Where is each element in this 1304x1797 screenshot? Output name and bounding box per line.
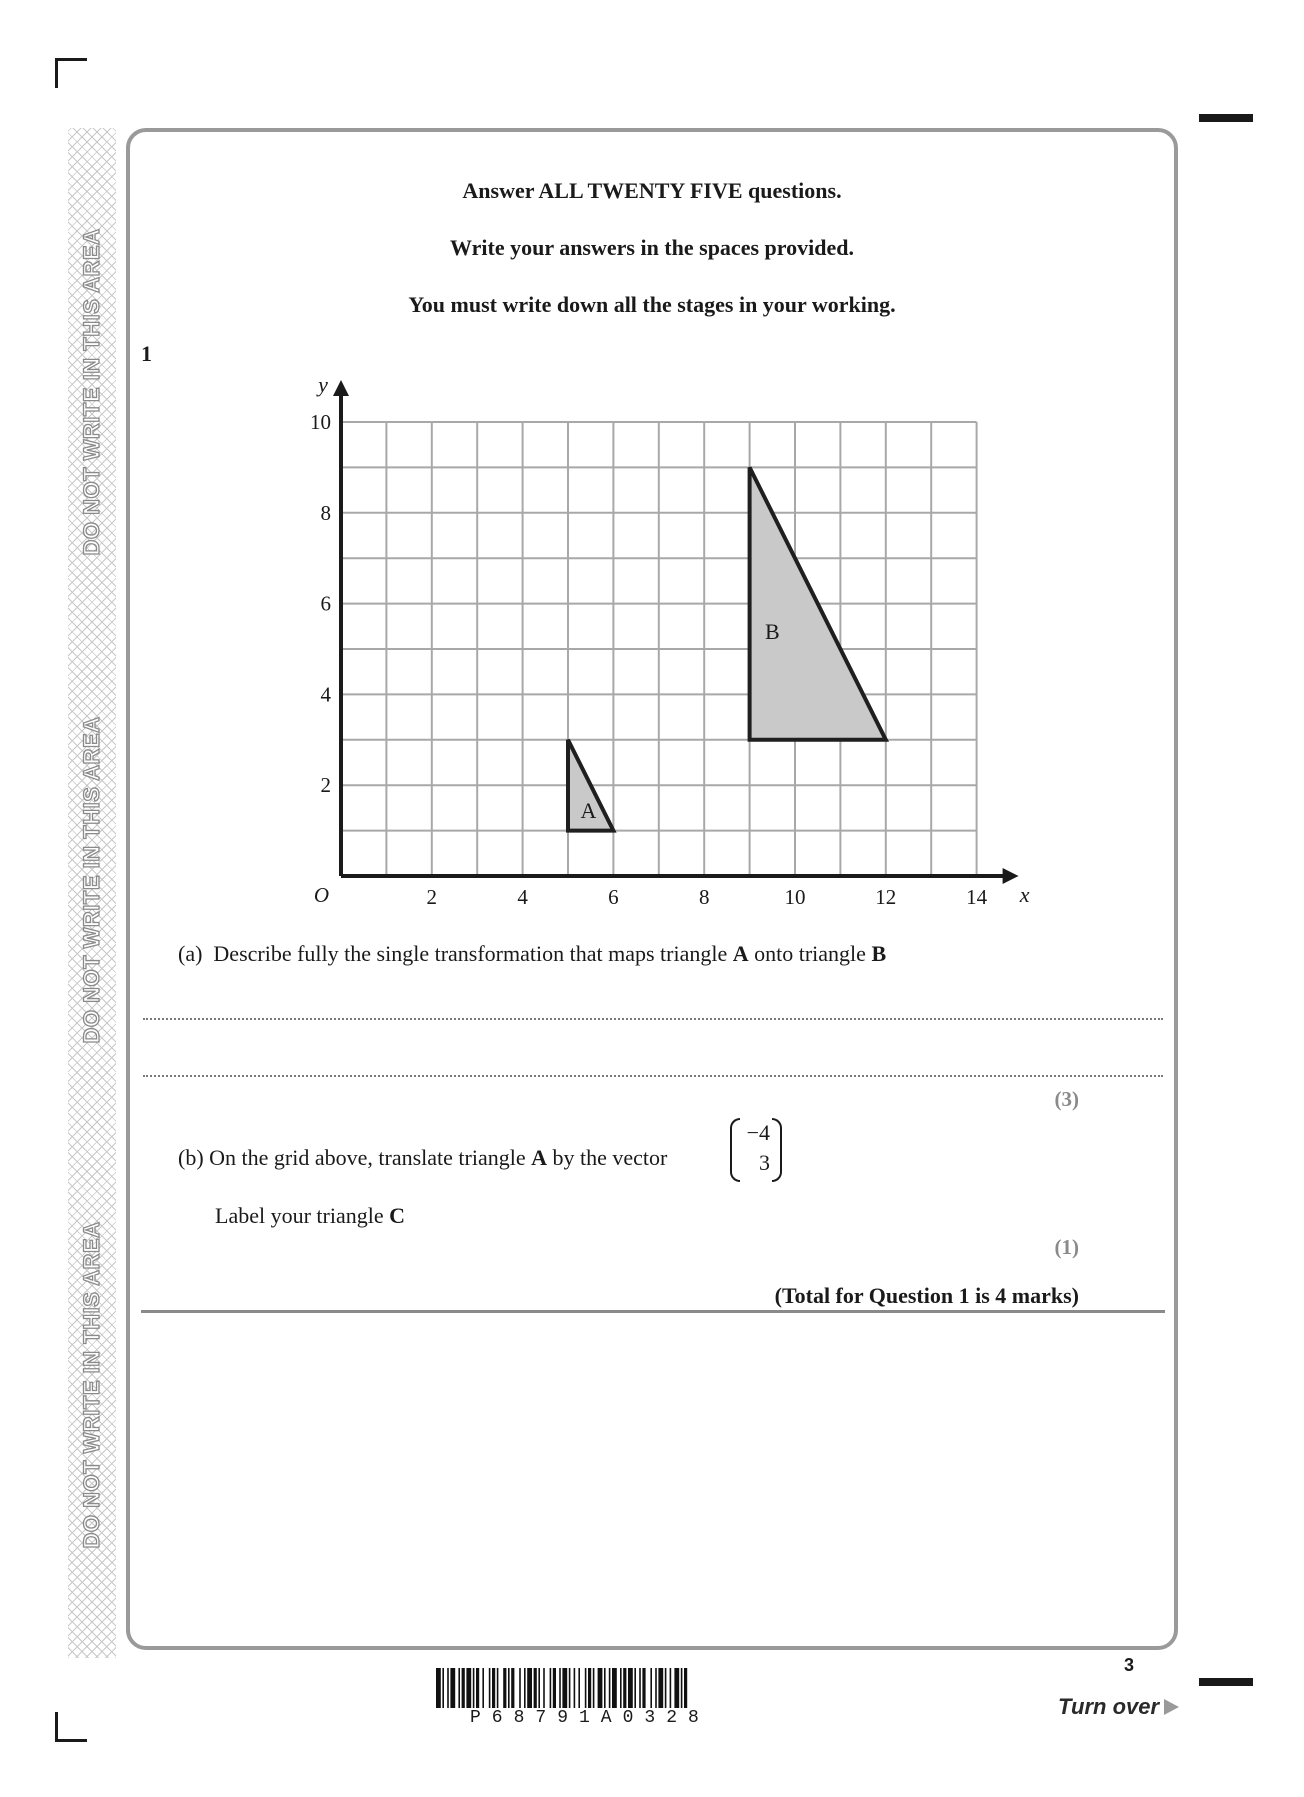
crop-mark-bottom-left-v [55, 1712, 58, 1742]
grid-lines [341, 422, 977, 876]
axes [333, 380, 1019, 884]
barcode-bar [634, 1668, 636, 1708]
vector-right-bracket [772, 1118, 782, 1182]
barcode-bar [623, 1668, 626, 1708]
part-b-label-text: Label your triangle [215, 1203, 384, 1228]
barcode-bar [588, 1668, 591, 1708]
part-b-marks: (1) [1054, 1235, 1079, 1259]
barcode-bar [458, 1668, 460, 1708]
margin-warning-3: DO NOT WRITE IN THIS AREA [79, 1221, 104, 1549]
barcode-bar [543, 1668, 545, 1708]
x-axis-arrow-icon [1003, 868, 1019, 884]
crop-mark-bottom-left-h [55, 1739, 87, 1742]
tick-labels [310, 372, 1030, 909]
vector-left-bracket [730, 1118, 740, 1182]
part-a-triangle-from: A [732, 941, 749, 966]
barcode-bar [538, 1668, 540, 1708]
part-a-marks: (3) [1054, 1087, 1079, 1111]
total-divider [141, 1310, 1165, 1313]
y-tick-label: 2 [320, 773, 331, 798]
turn-over-arrow-icon [1164, 1699, 1179, 1715]
y-tick-label: 6 [320, 591, 331, 616]
barcode-bar [534, 1668, 537, 1708]
barcode-bar [684, 1668, 687, 1708]
instruction-2: Write your answers in the spaces provided. [450, 235, 854, 260]
barcode-bar [604, 1668, 606, 1708]
instruction-1: Answer ALL TWENTY FIVE questions. [462, 178, 842, 203]
barcode-bar [609, 1668, 611, 1708]
barcode-bar [442, 1668, 444, 1708]
barcode-bar [450, 1668, 455, 1708]
barcode-bar [569, 1668, 571, 1708]
margin-warning-2: DO NOT WRITE IN THIS AREA [79, 716, 104, 1044]
barcode-bar [476, 1668, 479, 1708]
origin-label: O [313, 883, 329, 907]
part-a-text: Describe fully the single transformation that maps triangle [213, 941, 728, 966]
barcode-bar [585, 1668, 587, 1708]
barcode-bar [574, 1668, 576, 1708]
part-b-label-instruction [215, 1203, 405, 1229]
barcode-bar [511, 1668, 514, 1708]
barcode [436, 1668, 868, 1708]
barcode-bar [658, 1668, 663, 1708]
barcode-bar [497, 1668, 499, 1708]
x-tick-label: 2 [426, 885, 438, 909]
part-b-triangle: A [531, 1145, 547, 1170]
barcode-bar [639, 1668, 641, 1708]
barcode-bar [559, 1668, 561, 1708]
barcode-bar [466, 1668, 471, 1708]
margin-warning-1: DO NOT WRITE IN THIS AREA [79, 228, 104, 556]
x-tick-label: 14 [966, 885, 988, 909]
y-tick-label: 10 [310, 410, 331, 434]
barcode-bar [527, 1668, 532, 1708]
part-a-middle: onto triangle [754, 941, 866, 966]
barcode-bar [598, 1668, 603, 1708]
y-tick-label: 8 [320, 500, 331, 525]
barcode-bar [489, 1668, 491, 1708]
barcode-bar [612, 1668, 617, 1708]
part-b-label: (b) [178, 1145, 204, 1170]
barcode-bar [665, 1668, 667, 1708]
barcode-bar [503, 1668, 506, 1708]
barcode-bar [447, 1668, 449, 1708]
x-tick-label: 10 [784, 885, 806, 909]
page-number: 3 [1124, 1655, 1135, 1675]
barcode-bar [655, 1668, 657, 1708]
barcode-bar [620, 1668, 622, 1708]
barcode-bar [482, 1668, 484, 1708]
barcode-bar [519, 1668, 521, 1708]
barcode-bar [628, 1668, 633, 1708]
turn-over-label: Turn over [1058, 1694, 1160, 1719]
question-number: 1 [141, 341, 152, 366]
part-b-question [178, 1145, 667, 1171]
barcode-bar [524, 1668, 526, 1708]
y-axis-label: y [318, 372, 328, 397]
barcode-bar [578, 1668, 580, 1708]
x-axis-label: x [1019, 882, 1030, 907]
question-total: (Total for Question 1 is 4 marks) [774, 1283, 1079, 1308]
barcode-bar [681, 1668, 683, 1708]
barcode-bar [492, 1668, 495, 1708]
x-tick-label: 6 [608, 885, 619, 909]
translation-vector [730, 1118, 782, 1184]
part-b-label-letter: C [389, 1203, 405, 1228]
x-tick-label: 8 [698, 885, 710, 909]
vector-top-value: −4 [746, 1120, 770, 1145]
barcode-bar [562, 1668, 567, 1708]
answer-line-1[interactable] [143, 1018, 1163, 1020]
part-b-text-before: On the grid above, translate triangle [209, 1145, 526, 1170]
barcode-bar [550, 1668, 552, 1708]
answer-line-2[interactable] [143, 1075, 1163, 1077]
vector-bottom-value: 3 [759, 1150, 770, 1175]
triangle-label-B: B [764, 618, 780, 644]
barcode-text: P68791A0328 [470, 1708, 710, 1728]
barcode-bar [508, 1668, 510, 1708]
barcode-bar [473, 1668, 475, 1708]
instruction-3: You must write down all the stages in your working. [408, 292, 896, 317]
barcode-bar [642, 1668, 645, 1708]
barcode-bar [553, 1668, 556, 1708]
part-a-label: (a) [178, 941, 203, 966]
part-a-question [178, 941, 886, 967]
y-tick-label: 4 [320, 682, 331, 707]
barcode-bar [593, 1668, 595, 1708]
triangle-label-A: A [580, 798, 597, 824]
edge-mark-bottom [1199, 1678, 1253, 1686]
barcode-bar [650, 1668, 652, 1708]
y-axis-arrow-icon [333, 380, 349, 396]
part-a-triangle-to: B [871, 941, 887, 966]
x-tick-label: 12 [875, 885, 897, 909]
barcode-bar [670, 1668, 672, 1708]
part-b-text-after: by the vector [552, 1145, 668, 1170]
barcode-bar [436, 1668, 441, 1708]
barcode-bar [462, 1668, 465, 1708]
barcode-bar [674, 1668, 679, 1708]
x-tick-label: 4 [517, 885, 528, 909]
